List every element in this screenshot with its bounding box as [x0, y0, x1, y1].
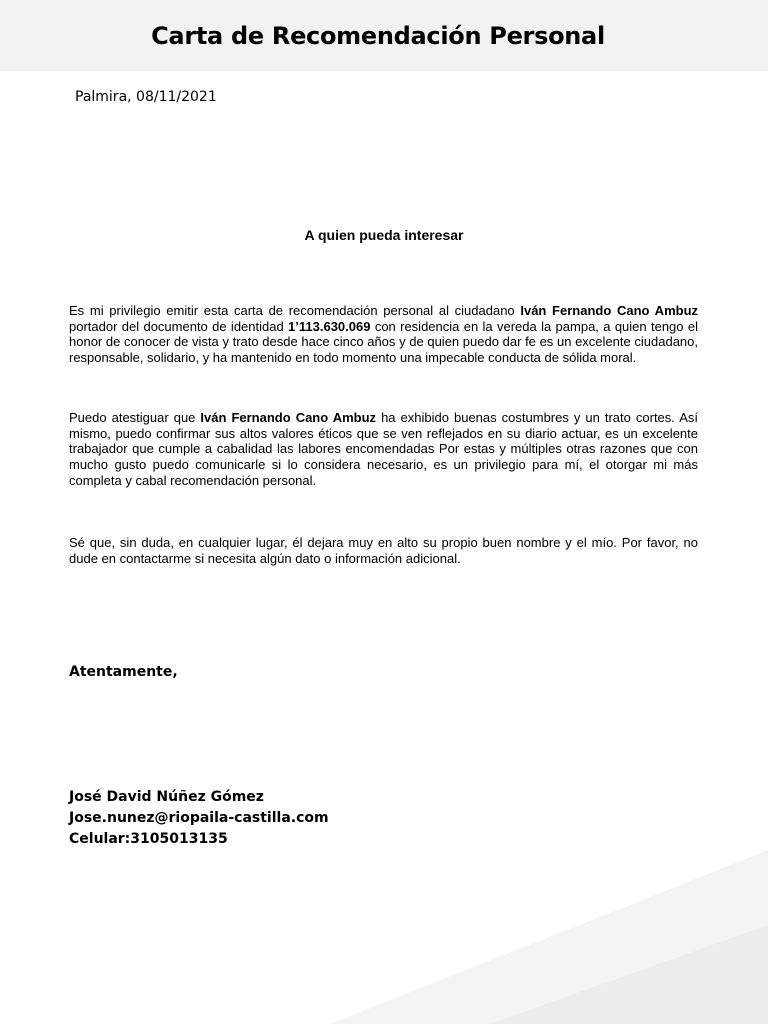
text-run: Es mi privilegio emitir esta carta de recomendación personal al ciudadano: [69, 303, 521, 318]
letter-greeting: A quien pueda interesar: [304, 227, 464, 243]
letter-date: Palmira, 08/11/2021: [75, 89, 217, 105]
signer-name: José David Núñez Gómez: [69, 789, 264, 805]
bold-text-run: 1’113.630.069: [288, 318, 371, 334]
body-paragraph-1: [69, 303, 698, 366]
bold-text-run: Iván Fernando Cano Ambuz: [520, 303, 699, 318]
text-run: Puedo atestiguar que: [69, 410, 201, 425]
text-run: con residencia en la vereda la pampa, a quien tengo el honor de conocer de vista y trato desde hace cinco años y de quien puedo dar fe es un excelente ciudadano, responsable, solidario, y ha mantenido en todo momento una impecable conducta de sólida moral.: [69, 318, 698, 366]
signature-block: [69, 787, 329, 850]
body-paragraph-2: [69, 410, 698, 489]
decor-band-light: [330, 850, 768, 1024]
signer-email: Jose.nunez@riopaila-castilla.com: [69, 810, 329, 826]
document-title: Carta de Recomendación Personal: [151, 22, 605, 50]
letter-closing: Atentamente,: [69, 664, 178, 680]
text-run: ha exhibido buenas costumbres y un trato cortes. Así mismo, puedo confirmar sus altos valores éticos que se ven reflejados en su diario actuar, es un excelente trabajador que cumple a cabalidad las labores encomendadas Por estas y múltiples otras razones que con mucho gusto puedo comunicarle si lo considera necesario, es un privilegio para mí, el otorgar mi más completa y cabal recomendación personal.: [69, 410, 698, 488]
decor-band-mid: [490, 925, 768, 1024]
text-run: portador del documento de identidad: [69, 318, 289, 334]
bold-text-run: Iván Fernando Cano Ambuz: [200, 410, 377, 425]
body-paragraph-3: [69, 535, 698, 566]
text-run: Sé que, sin duda, en cualquier lugar, él dejara muy en alto su propio buen nombre y el mío. Por favor, no dude en contactarme si necesita algún dato o información adicional.: [69, 535, 698, 566]
signer-phone: Celular:3105013135: [69, 831, 228, 847]
